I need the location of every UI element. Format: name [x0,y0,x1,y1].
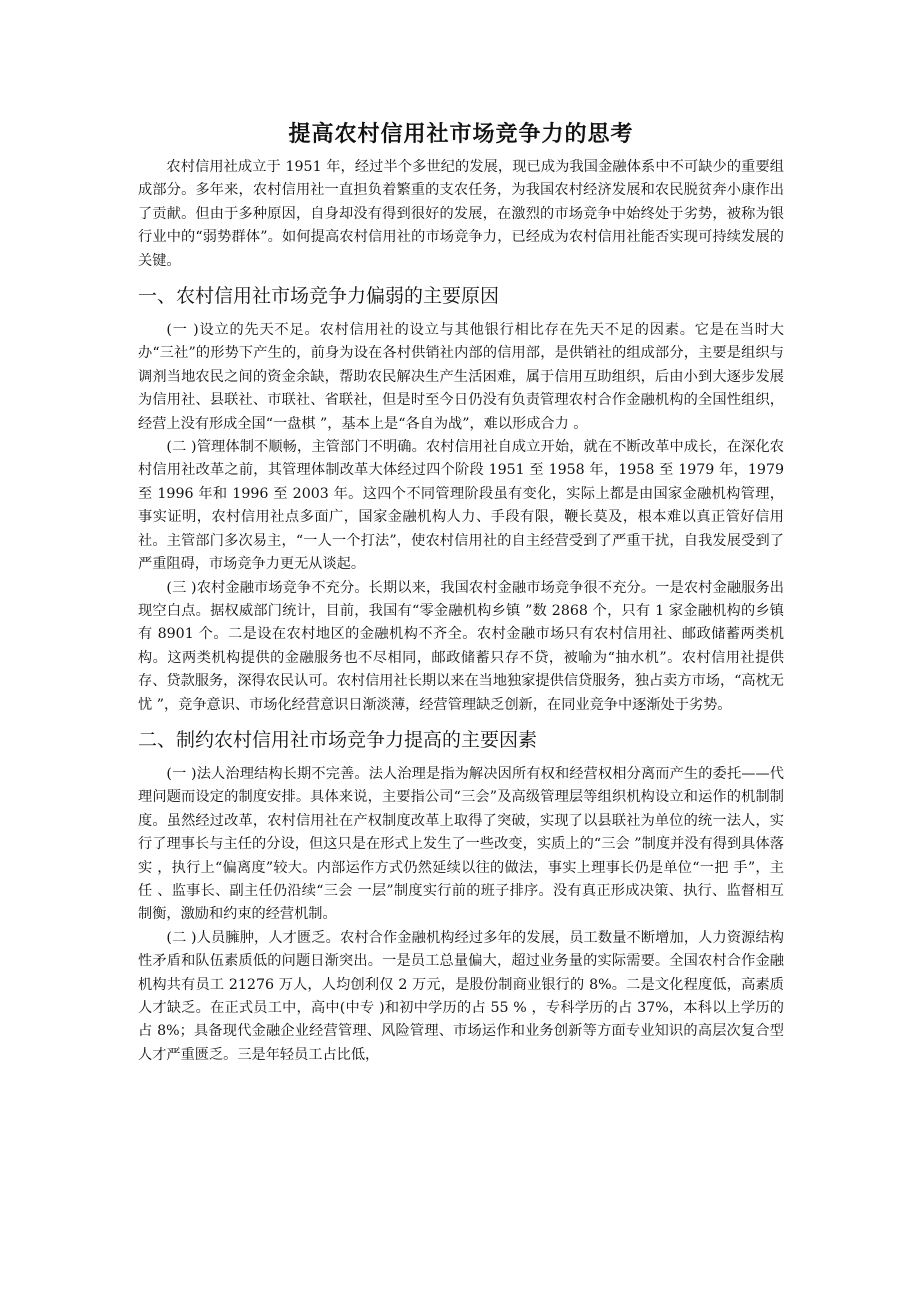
document-page [138,112,784,1067]
section-1-paragraph-2: (二 )管理体制不顺畅，主管部门不明确。农村信用社自成立开始，就在不断改革中成长，在深化农村信用社改革之前，其管理体制改革大体经过四个阶段 1951 至 1958 年，1958 至 1979 年，1979 至 1996 年和 1996 至 2003 年。这四个不同管理阶段虽有变化，实际上都是由国家金融机构管理，事实证明，农村信用社点多面广，国家金融机构人力、手段有限，鞭长莫及，根本难以真正管好信用社。主管部门多次易主，“一人一个打法”，使农村信用社的自主经营受到了严重干扰，自我发展受到了严重阻碍，市场竞争力更无从谈起。 [138,439,784,573]
section-heading-1: 一、农村信用社市场竞争力偏弱的主要原因 [138,285,500,308]
intro-paragraph: 农村信用社成立于 1951 年，经过半个多世纪的发展，现已成为我国金融体系中不可缺少的重要组成部分。多年来，农村信用社一直担负着繁重的支农任务，为我国农村经济发展和农民脱贫奔小康作出了贡献。但由于多种原因，自身却没有得到很好的发展，在激烈的市场竞争中始终处于劣势，被称为银行业中的“弱势群体”。如何提高农村信用社的市场竞争力，已经成为农村信用社能否实现可持续发展的关键。 [138,159,784,269]
section-1-paragraph-3: (三 )农村金融市场竞争不充分。长期以来，我国农村金融市场竞争很不充分。一是农村金融服务出现空白点。据权威部门统计，目前，我国有“零金融机构乡镇 ”数 2868 个，只有 1 家金融机构的乡镇有 8901 个。二是设在农村地区的金融机构不齐全。农村金融市场只有农村信用社、邮政储蓄两类机构。这两类机构提供的金融服务也不尽相同，邮政储蓄只存不贷，被喻为“抽水机”。农村信用社提供存、贷款服务，深得农民认可。农村信用社长期以来在当地独家提供信贷服务，独占卖方市场，“高枕无忧 ”，竞争意识、市场化经营意识日渐淡薄，经营管理缺乏创新，在同业竞争中逐渐处于劣势。 [138,579,784,713]
page-title: 提高农村信用社市场竞争力的思考 [288,122,634,147]
section-1-paragraph-1: (一 )设立的先天不足。农村信用社的设立与其他银行相比存在先天不足的因素。它是在当时大办“三社”的形势下产生的，前身为设在各村供销社内部的信用部，是供销社的组成部分，主要是组织与调剂当地农民之间的资金余缺，帮助农民解决生产生活困难，属于信用互助组织，后由小到大逐步发展为信用社、县联社、市联社、省联社，但是时至今日仍没有负责管理农村合作金融机构的全国性组织，经营上没有形成全国“一盘棋 ”，基本上是“各自为战”，难以形成合力 。 [138,322,784,432]
section-2-paragraph-2: (二 )人员臃肿，人才匮乏。农村合作金融机构经过多年的发展，员工数量不断增加，人力资源结构性矛盾和队伍素质低的问题日渐突出。一是员工总量偏大，超过业务量的实际需要。全国农村合作金融机构共有员工 21276 万人，人均创利仅 2 万元，是股份制商业银行的 8%。二是文化程度低，高素质人才缺乏。在正式员工中，高中(中专 )和初中学历的占 55 % ，专科学历的占 37%，本科以上学历的占 8%；具备现代金融企业经营管理、风险管理、市场运作和业务创新等方面专业知识的高层次复合型人才严重匮乏。三是年轻员工占比低， [138,929,784,1063]
section-heading-2: 二、制约农村信用社市场竞争力提高的主要因素 [138,728,538,751]
section-2-paragraph-1: (一 )法人治理结构长期不完善。法人治理是指为解决因所有权和经营权相分离而产生的委托——代理问题而设定的制度安排。具体来说，主要指公司“三会”及高级管理层等组织机构设立和运作的机制制度。虽然经过改革，农村信用社在产权制度改革上取得了突破，实现了以县联社为单位的统一法人，实行了理事长与主任的分设，但这只是在形式上发生了一些改变，实质上的“三会 ”制度并没有得到具体落实 ，执行上“偏离度”较大。内部运作方式仍然延续以往的做法，事实上理事长仍是单位“一把 手”，主任 、监事长、副主任仍沿续“三会 一层”制度实行前的班子排序。没有真正形成决策、执行、监督相互制衡，激励和约束的经营机制。 [138,765,784,923]
